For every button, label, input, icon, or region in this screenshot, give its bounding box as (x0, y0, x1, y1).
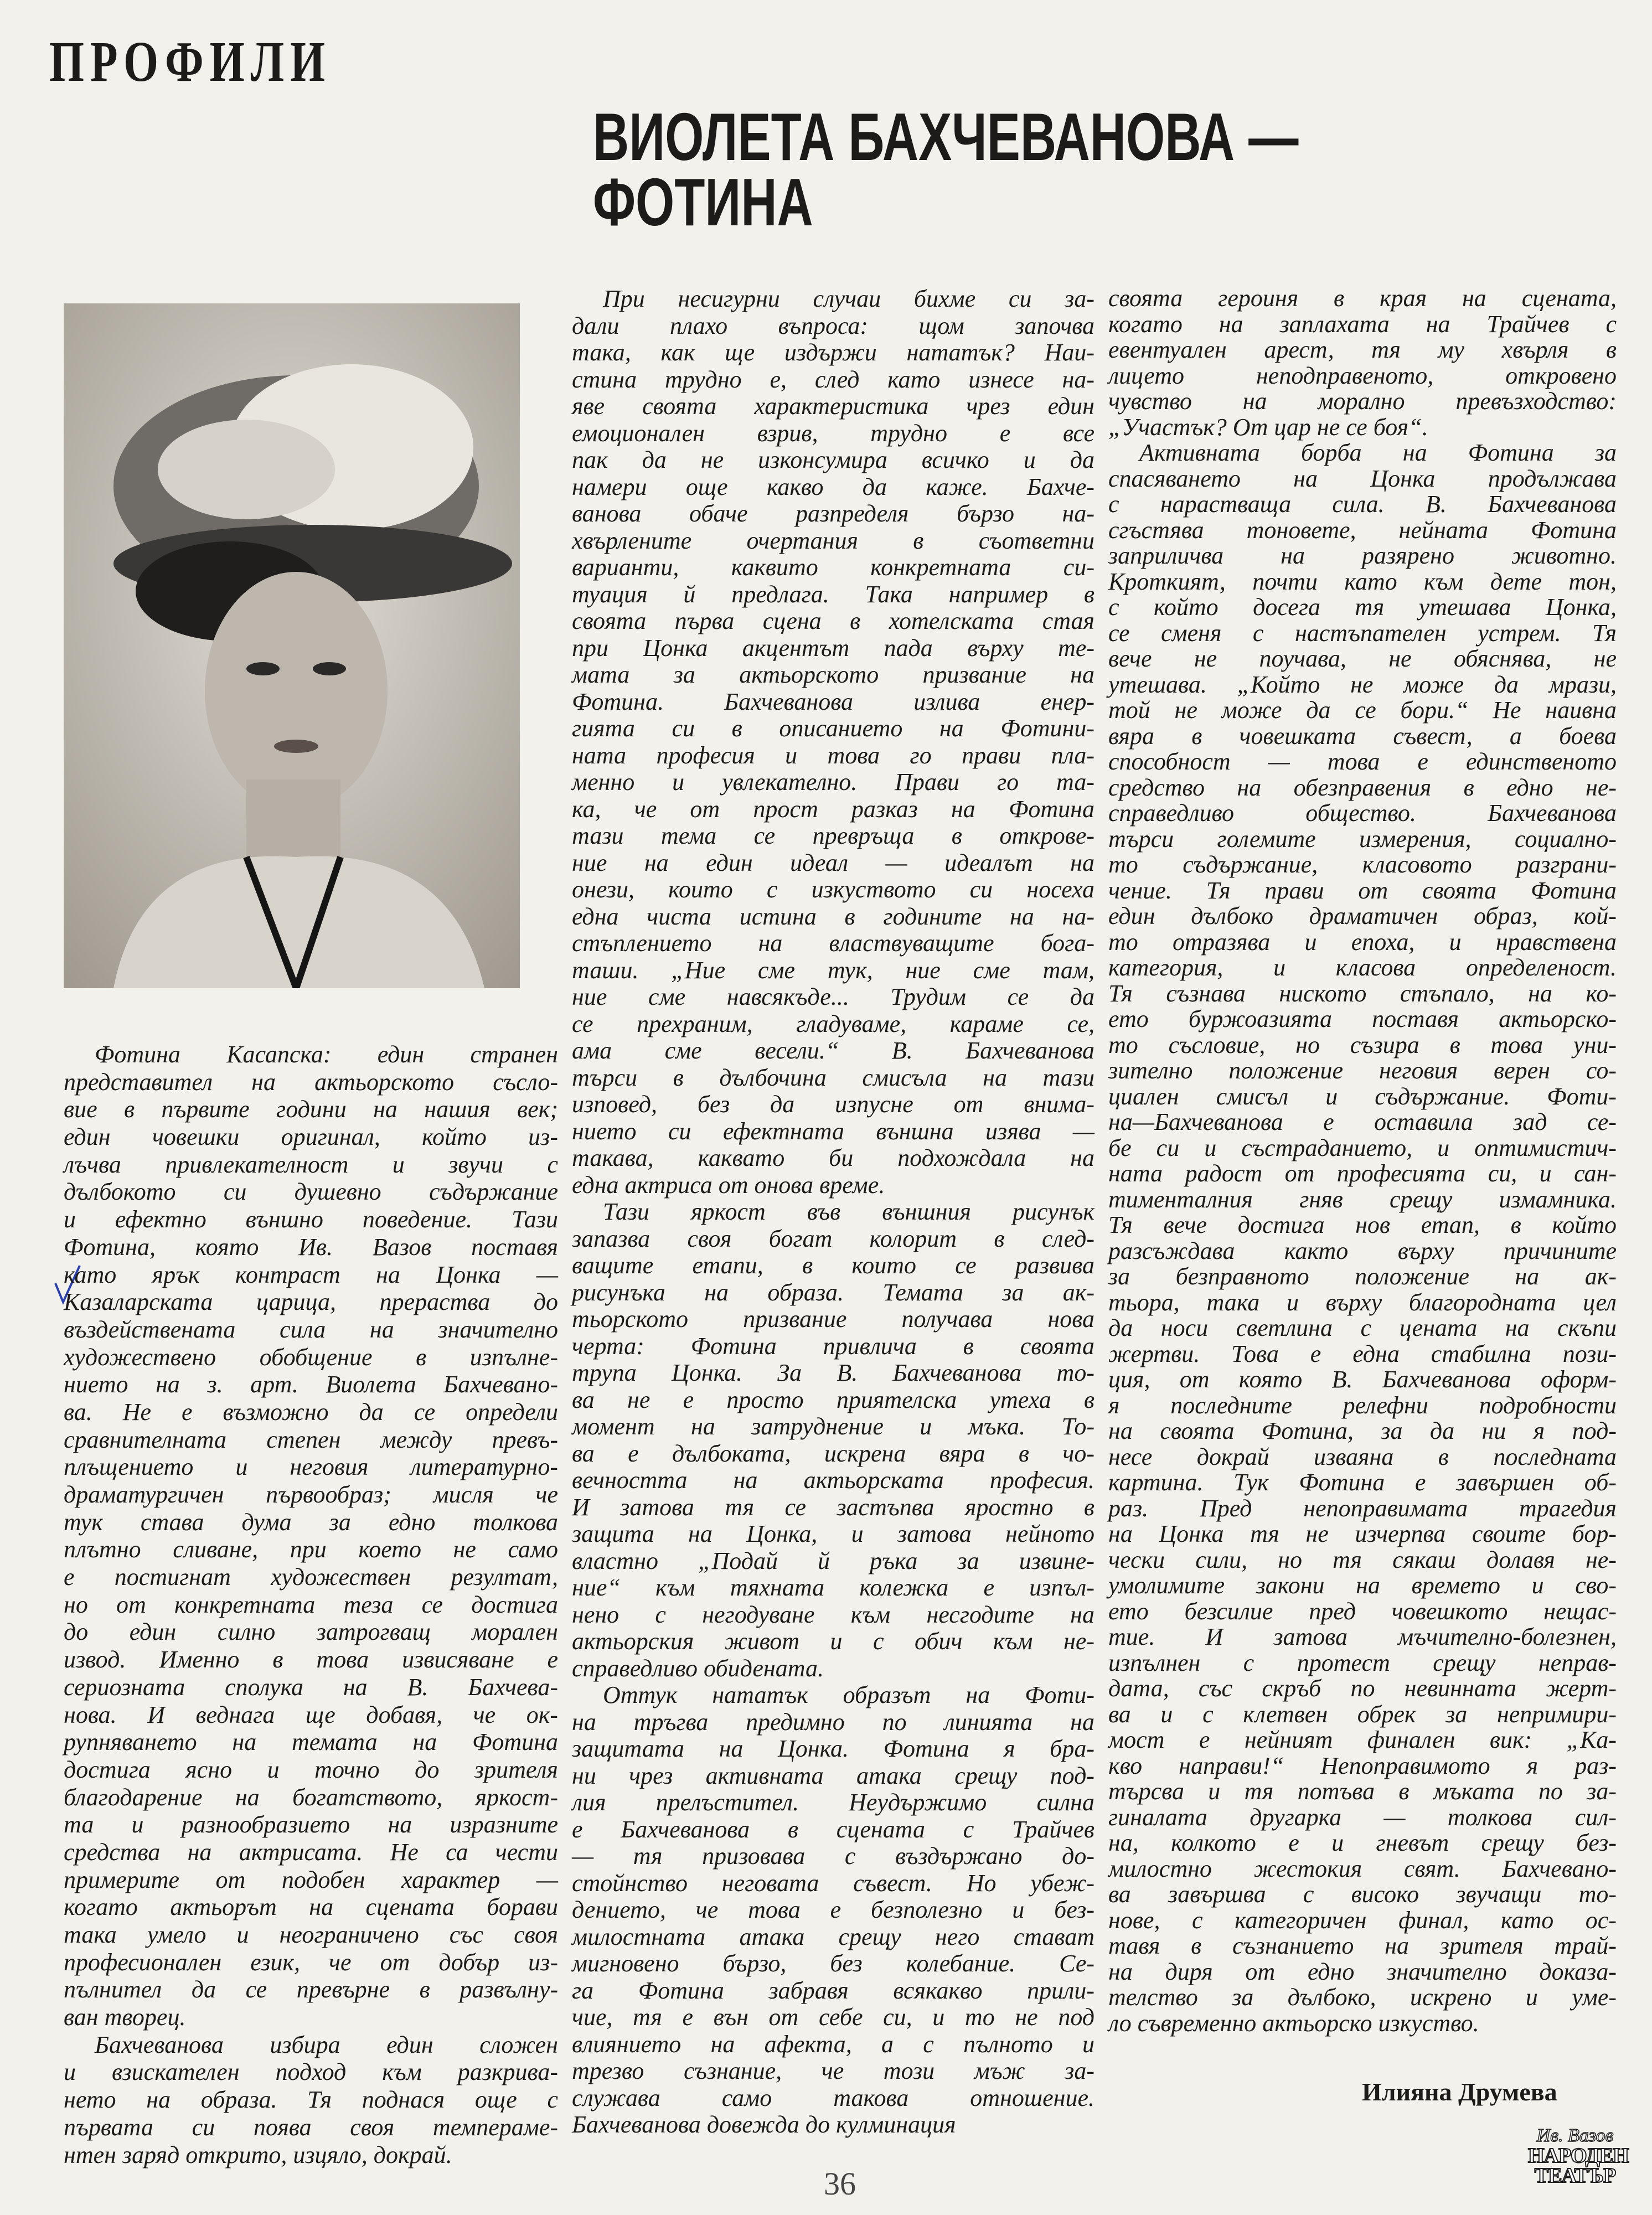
text-line: ва не е просто приятелска утеха в (572, 1386, 1095, 1413)
text-line: ние“ към тяхната колежка е изпъл- (572, 1574, 1095, 1601)
text-line: драматургичен първообраз; мисля че (64, 1481, 558, 1508)
text-line: една чиста истина в годините на на- (572, 902, 1095, 930)
text-line: кво направи!“ Непоправимото я раз- (1108, 1752, 1617, 1779)
text-line: ние на един идеал — идеалът на (572, 849, 1095, 876)
text-line: ва и с клетвен обрек за непримири- (1108, 1700, 1617, 1728)
text-line: емоционален взрив, трудно е все (572, 419, 1095, 447)
text-line: евентуален арест, тя му хвърля в (1108, 336, 1617, 363)
text-line: нова. И веднага ще добавя, че ок- (64, 1701, 558, 1728)
text-line: онези, които с изкуството си носеха (572, 876, 1095, 903)
text-line: заприличва на разярено животно. (1108, 542, 1617, 569)
text-line: пак да не изконсумира всичко и да (572, 446, 1095, 473)
text-line: чение. Тя прави от своята Фотина (1108, 876, 1617, 904)
text-line: таши. „Ние сме тук, ние сме там, (572, 956, 1095, 984)
text-line: И затова тя се застъпва яростно в (572, 1493, 1095, 1521)
text-line: стойнство неговата съвест. Но убеж- (572, 1869, 1095, 1897)
text-line: с нарастваща сила. В. Бахчеванова (1108, 490, 1617, 518)
text-line: ция, от която В. Бахчеванова оформ- (1108, 1366, 1617, 1393)
text-line: се прехраним, гладуваме, караме се, (572, 1010, 1095, 1037)
text-line: е Бахчеванова в сцената с Трайчев (572, 1815, 1095, 1843)
text-line: първата си поява своя темпераме- (64, 2113, 558, 2141)
text-line: хвърлените очертания в съответни (572, 526, 1095, 554)
text-line: дали плахо въпроса: щом започва (572, 312, 1095, 339)
text-line: нове, с категоричен финал, като ос- (1108, 1906, 1617, 1934)
text-line: варианти, каквито конкретната си- (572, 554, 1095, 581)
text-line: та и разнообразието на изразните (64, 1811, 558, 1839)
text-line: нтен заряд открито, изцяло, докрай. (64, 2141, 452, 2168)
text-line: търси в дълбочина смисъла на тази (572, 1063, 1095, 1091)
portrait-photo (64, 303, 520, 988)
text-line: умолимите закони на времето и сво- (1108, 1572, 1617, 1599)
text-line: за безправното положение на ак- (1108, 1263, 1617, 1290)
text-line: тавя в съзнанието на зрителя трай- (1108, 1932, 1617, 1959)
text-line: Кроткият, почти като към дете тон, (1108, 567, 1617, 595)
text-line: служава само такова отношение. (572, 2084, 1095, 2111)
text-line: защитата на Цонка. Фотина я бра- (572, 1735, 1095, 1762)
text-line: Фотина, която Ив. Вазов поставя (64, 1233, 558, 1261)
text-line: чески сили, но тя сякаш долавя не- (1108, 1546, 1617, 1573)
text-line: с който досега тя утешава Цонка, (1108, 593, 1617, 621)
text-line: туация й предлага. Така например в (572, 580, 1095, 608)
text-line: утешава. „Който не може да мрази, (1108, 670, 1617, 698)
text-line: пълнител да се превърне в развълну- (64, 1976, 558, 2004)
text-line: така, как ще издържи нататък? Наи- (572, 339, 1095, 366)
text-line: но от конкретната теза се достига (64, 1591, 558, 1618)
text-line: Оттук нататък образът на Фоти- (603, 1681, 1095, 1708)
text-line: Фотина Касапска: един странен (95, 1041, 558, 1068)
text-line: своята първа сцена в хотелската стая (572, 607, 1095, 634)
text-line: на тръгва предимно по линията на (572, 1708, 1095, 1736)
text-line: изпълнен с протест срещу неправ- (1108, 1649, 1617, 1676)
text-line: дата, със скръб по невинната жерт- (1108, 1675, 1617, 1702)
title-line-2: ФОТИНА (593, 164, 813, 240)
text-line: на—Бахчеванова е оставила зад се- (1108, 1108, 1617, 1135)
text-line: рисунъка на образа. Темата за ак- (572, 1278, 1095, 1306)
text-line: Тази яркост във външния рисунък (603, 1198, 1095, 1225)
text-line: средство на обезправения в едно не- (1108, 773, 1617, 801)
text-line: сгъстява тоновете, нейната Фотина (1108, 516, 1617, 544)
text-line: когато на заплахата на Трайчев с (1108, 310, 1617, 338)
text-line: менно и увлекателно. Прави го та- (572, 768, 1095, 796)
text-line: дението, че това е безполезно и без- (572, 1896, 1095, 1923)
text-line: чувство на морално превъзходство: (1108, 388, 1617, 415)
text-line: една актриса от онова време. (572, 1171, 885, 1199)
text-line: на Цонка тя не изчерпва своите бор- (1108, 1520, 1617, 1547)
text-line: плъщението и неговия литературно- (64, 1453, 558, 1481)
text-line: средства на актрисата. Не са чести (64, 1838, 558, 1866)
text-line: властно „Подай й ръка за извине- (572, 1547, 1095, 1574)
text-line: се сменя с настъпателен устрем. Тя (1108, 619, 1617, 647)
text-line: художествено обобщение в изпълне- (64, 1343, 558, 1371)
text-line: търси големите измерения, социално- (1108, 825, 1617, 853)
text-line: на, колкото е и гневът срещу без- (1108, 1829, 1617, 1856)
text-line: справедливо общество. Бахчеванова (1108, 799, 1617, 827)
portrait-image-icon (64, 303, 520, 988)
text-line: такава, каквато би подхождала на (572, 1144, 1095, 1171)
text-line: ама сме весели.“ В. Бахчеванова (572, 1037, 1095, 1064)
text-line: ло съвременно актьорско изкуство. (1108, 2009, 1479, 2037)
paragraph (1108, 440, 1617, 2036)
article-title (593, 99, 1299, 240)
text-line: търсва и тя потъва в мъката по за- (1108, 1778, 1617, 1805)
text-line: и ефектно външно поведение. Тази (64, 1206, 558, 1233)
text-line: е постигнат художествен резултат, (64, 1563, 558, 1591)
text-line: ни чрез активната атака срещу под- (572, 1762, 1095, 1789)
text-line: трезво съзнание, че този мъж за- (572, 2057, 1095, 2084)
text-line: актьорския живот и с обич към не- (572, 1628, 1095, 1655)
paragraph (1108, 286, 1617, 440)
text-line: Тя съзнава ниското стъпало, на ко- (1108, 979, 1617, 1007)
text-line: категория, и класова определеност. (1108, 954, 1617, 981)
paragraph (572, 1199, 1095, 1682)
text-line: тази тема се превръща в открове- (572, 822, 1095, 849)
paragraph (64, 1041, 558, 2031)
text-line: стина трудно е, след като изнесе на- (572, 365, 1095, 393)
text-line: намери още какво да каже. Бахче- (572, 473, 1095, 500)
text-line: когато актьорът на сцената борави (64, 1893, 558, 1921)
text-line: нено с негодуване към несгодите на (572, 1600, 1095, 1628)
text-line: мост е нейният финален вик: „Ка- (1108, 1726, 1617, 1753)
text-line: сравнителната степен между превъ- (64, 1426, 558, 1453)
text-line: мигновено бързо, без колебание. Се- (572, 1950, 1095, 1977)
text-line: така умело и неограничено със своя (64, 1921, 558, 1948)
logo-line-1: НАРОДЕН (1528, 2144, 1629, 2167)
text-line: разсъждава както върху причините (1108, 1237, 1617, 1264)
paragraph (572, 286, 1095, 1199)
theatre-logo (1528, 2125, 1629, 2187)
text-line: ето буржоазията поставя актьорско- (1108, 1005, 1617, 1032)
text-line: влиянието на афекта, а с пълното и (572, 2030, 1095, 2058)
text-line: стъплението на властвуващите бога- (572, 930, 1095, 957)
text-line: Бахчеванова избира един сложен (95, 2031, 558, 2058)
text-line: несе докрай изваяна в последната (1108, 1443, 1617, 1470)
text-line: ето безсилие пред човешкото нещас- (1108, 1597, 1617, 1625)
text-line: ва е дълбоката, искрена вяра в чо- (572, 1439, 1095, 1467)
logo-script: Ив. Вазов (1536, 2125, 1614, 2146)
text-line: лицето неподправеното, откровено (1108, 362, 1617, 389)
text-line: милостната атака срещу него стават (572, 1923, 1095, 1950)
text-line: то съдържание, класовото разграни- (1108, 851, 1617, 878)
text-line: Фотина. Бахчеванова излива енер- (572, 688, 1095, 715)
text-line: като ярък контраст на Цонка — (64, 1261, 558, 1288)
text-line: — тя призовава с въздържано до- (572, 1842, 1095, 1870)
text-line: ван творец. (64, 2004, 186, 2031)
text-line: картина. Тук Фотина е завършен об- (1108, 1469, 1617, 1496)
text-line: способност — това е единственото (1108, 748, 1617, 775)
text-line: гията си в описанието на Фотини- (572, 715, 1095, 742)
paragraph (572, 1682, 1095, 2139)
section-label: ПРОФИЛИ (49, 30, 332, 94)
text-line: на диря от едно значително доказа- (1108, 1958, 1617, 1985)
text-line: извод. Именно в това извисяване е (64, 1646, 558, 1674)
text-line: тук става дума за едно толкова (64, 1508, 558, 1536)
text-line: рупняването на темата на Фотина (64, 1728, 558, 1756)
text-line: зително положение неговия верен со- (1108, 1057, 1617, 1084)
text-line: до един силно затрогващ морален (64, 1618, 558, 1646)
text-line: дълбокото си душевно съдържание (64, 1178, 558, 1206)
text-line: и взискателен подход към разкрива- (64, 2058, 558, 2086)
text-line: тименталния гняв срещу измамника. (1108, 1185, 1617, 1213)
text-line: изповед, без да изпусне от внима- (572, 1091, 1095, 1118)
text-line: ка, че от прост разказ на Фотина (572, 795, 1095, 823)
text-line: благодарение на богатството, яркост- (64, 1783, 558, 1811)
text-line: то съсловие, но съзира в това уни- (1108, 1031, 1617, 1059)
text-line: своята героиня в края на сцената, (1108, 285, 1617, 312)
text-line: гиналата другарка — толкова сил- (1108, 1803, 1617, 1831)
text-line: въздействената сила на значително (64, 1315, 558, 1343)
page-number: 36 (824, 2166, 856, 2202)
text-line: той не може да се бори.“ Не наивна (1108, 696, 1617, 724)
logo-line-2: ТЕАТЪР (1534, 2164, 1616, 2187)
text-line: професионален език, че от добър из- (64, 1948, 558, 1976)
text-line: ва завършва с високо звучащи то- (1108, 1881, 1617, 1908)
text-line: нието си ефектната външна изява — (572, 1117, 1095, 1145)
text-line: При несигурни случаи бихме си за- (603, 285, 1095, 312)
text-line: нието на з. арт. Виолета Бахчевано- (64, 1371, 558, 1398)
text-line: раз. Пред непоправимата трагедия (1108, 1494, 1617, 1522)
title-line-1: ВИОЛЕТА БАХЧЕВАНОВА — (593, 99, 1299, 174)
text-line: ва. Не е възможно да се определи (64, 1398, 558, 1426)
text-line: жертви. Това е една стабилна пози- (1108, 1340, 1617, 1367)
text-line: един човешки оригинал, който из- (64, 1123, 558, 1151)
text-line: тие. И затова мъчително-болезнен, (1108, 1623, 1617, 1650)
text-line: справедливо обидената. (572, 1654, 824, 1682)
article-column-2 (572, 286, 1095, 2139)
paragraph (64, 2031, 558, 2168)
text-line: трупа Цонка. За В. Бахчеванова то- (572, 1359, 1095, 1386)
text-line: Тя вече достига нов етап, в който (1108, 1211, 1617, 1238)
text-line: циален смисъл и съдържание. Фоти- (1108, 1082, 1617, 1110)
text-line: ващите етапи, в които се развива (572, 1252, 1095, 1279)
text-line: момент на затруднение и мъка. То- (572, 1413, 1095, 1440)
text-line: бе си и състраданието, и оптимистич- (1108, 1134, 1617, 1161)
text-line: при Цонка акцентът пада върху те- (572, 634, 1095, 662)
text-line: чие, тя е вън от себе си, и то не под (572, 2004, 1095, 2031)
text-line: да носи светлина с цената на скъпи (1108, 1314, 1617, 1341)
text-line: га Фотина забравя всякакво прили- (572, 1976, 1095, 2004)
text-line: вие в първите години на нашия век; (64, 1096, 558, 1123)
text-line: на своята Фотина, за да ни я под- (1108, 1417, 1617, 1444)
text-line: примерите от подобен характер — (64, 1866, 558, 1893)
text-line: спасяването на Цонка продължава (1108, 464, 1617, 492)
text-line: тьорското призвание получава нова (572, 1305, 1095, 1333)
text-line: яве своята характеристика чрез един (572, 393, 1095, 420)
text-line: Казаларската царица, прераства до (64, 1288, 558, 1316)
text-line: нето на образа. Тя поднася още с (64, 2086, 558, 2114)
text-line: Бахчеванова довежда до кулминация (572, 2111, 956, 2138)
text-line: защита на Цонка, и затова нейното (572, 1520, 1095, 1547)
text-line: тьора, така и върху благородната цел (1108, 1288, 1617, 1316)
text-line: плътно сливане, при което не само (64, 1536, 558, 1563)
text-line: сериозната сполука на В. Бахчева- (64, 1673, 558, 1701)
text-line: вечността на актьорската професия. (572, 1467, 1095, 1494)
text-line: мата за актьорското призвание на (572, 661, 1095, 688)
text-line: вяра в човешката съвест, а боева (1108, 722, 1617, 750)
text-line: вече не поучава, не обяснява, не (1108, 645, 1617, 672)
text-line: ната професия и това го прави пла- (572, 741, 1095, 769)
author-signature: Илияна Друмева (1362, 2078, 1557, 2106)
text-line: лия прелъстител. Неудържимо силна (572, 1789, 1095, 1816)
text-line: Активната борба на Фотина за (1139, 439, 1617, 466)
text-line: ванова обаче разпределя бързо на- (572, 500, 1095, 527)
text-line: ние сме навсякъде... Трудим се да (572, 983, 1095, 1010)
text-line: лъчва привлекателност и звучи с (64, 1150, 558, 1178)
text-line: то отразява и епоха, и нравствена (1108, 928, 1617, 956)
text-line: я последните релефни подробности (1108, 1391, 1617, 1419)
text-line: представител на актьорското съсло- (64, 1068, 558, 1096)
text-line: ната радост от професията си, и сан- (1108, 1160, 1617, 1187)
text-line: черта: Фотина привлича в своята (572, 1332, 1095, 1360)
text-line: „Участък? От цар не се боя“. (1108, 413, 1428, 441)
text-line: един дълбоко драматичен образ, кой- (1108, 902, 1617, 930)
text-line: запазва своя богат колорит в след- (572, 1225, 1095, 1252)
text-line: милостно жестокия свят. Бахчевано- (1108, 1855, 1617, 1882)
article-column-3 (1108, 286, 1617, 2036)
text-line: достига ясно и точно до зрителя (64, 1756, 558, 1783)
article-column-1 (64, 1041, 558, 2168)
text-line: телство за дълбоко, искрено и уме- (1108, 1984, 1617, 2011)
